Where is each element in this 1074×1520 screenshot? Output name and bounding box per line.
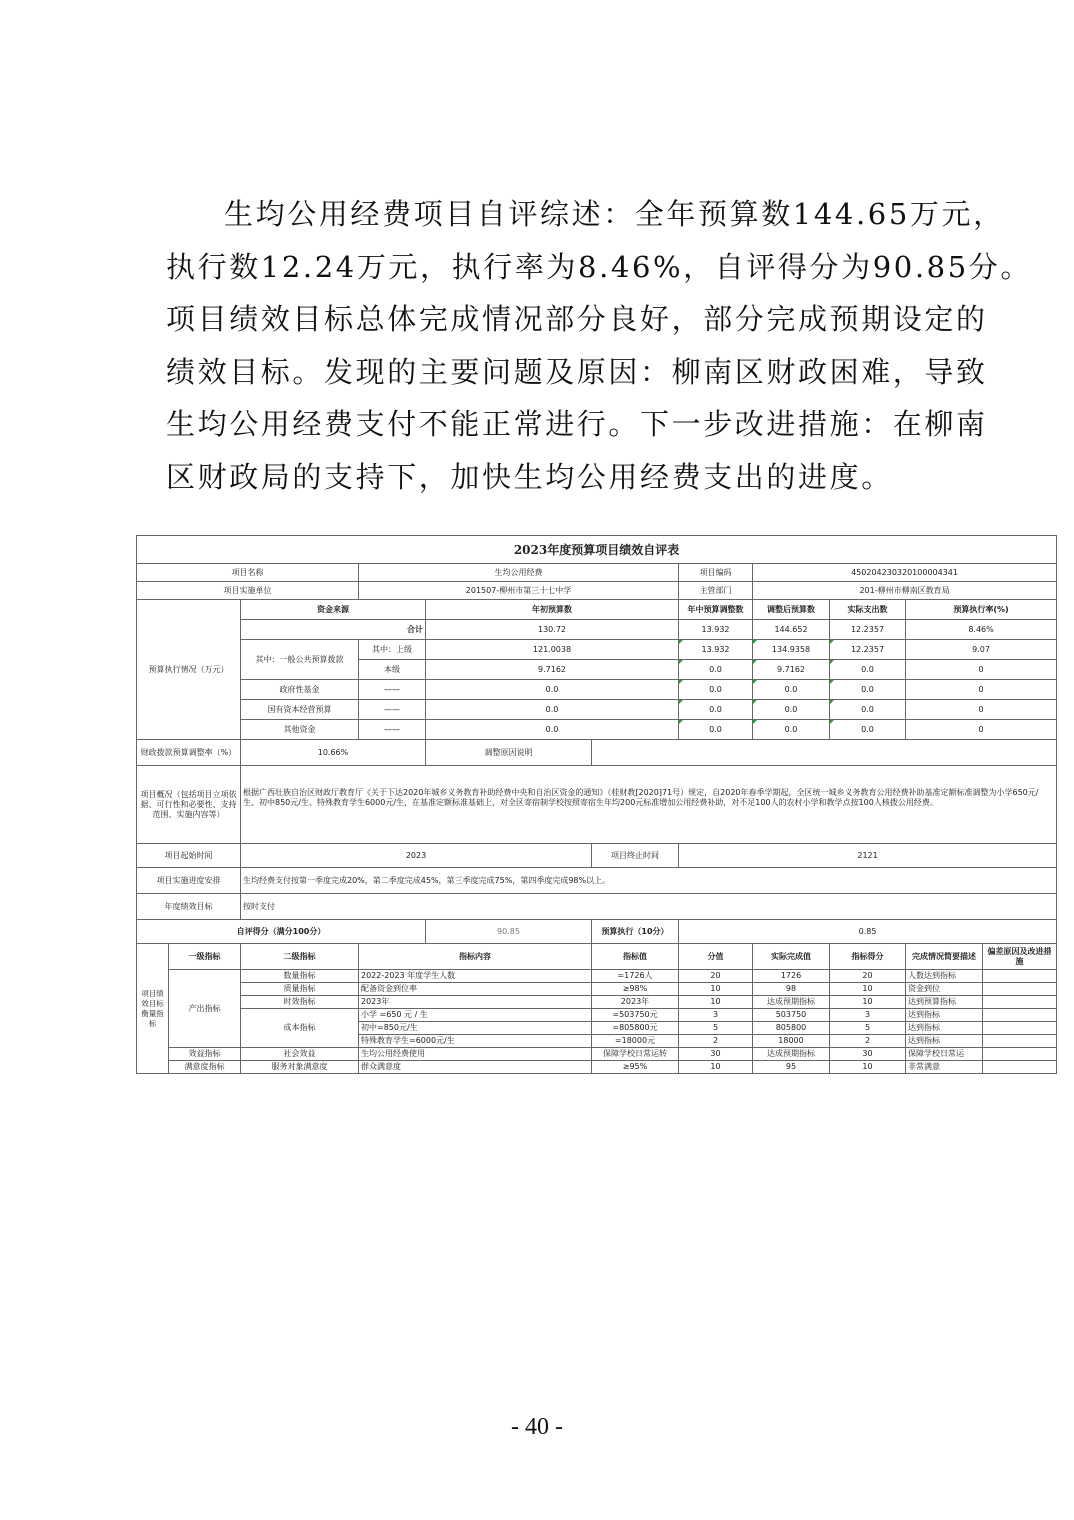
ind-header-got: 指标得分 <box>830 944 906 970</box>
header-initial-budget: 年初预算数 <box>426 600 679 620</box>
social-l2: 社会效益 <box>241 1048 359 1061</box>
fund-other-adjusted: 0.0 <box>753 720 830 740</box>
table-title: 2023年度预算项目绩效自评表 <box>137 536 1057 564</box>
service-got: 10 <box>830 1061 906 1074</box>
indicator-section-label: 项目绩效目标衡量指标 <box>137 944 169 1074</box>
cost-actual: 18000 <box>753 1035 830 1048</box>
fund-state-mid: 0.0 <box>679 700 753 720</box>
social-content: 生均公用经费使用 <box>359 1048 592 1061</box>
project-name-label: 项目名称 <box>137 564 359 582</box>
ind-header-l2: 二级指标 <box>241 944 359 970</box>
start-value: 2023 <box>241 844 592 868</box>
overview-label: 项目概况（包括项目立项依据、可行性和必要性、支持范围、实施内容等） <box>137 766 241 844</box>
local-initial: 9.7162 <box>426 660 679 680</box>
fund-other-label: 其他资金 <box>241 720 359 740</box>
cost-got: 5 <box>830 1022 906 1035</box>
cost-reason <box>983 1035 1057 1048</box>
local-adjusted: 9.7162 <box>753 660 830 680</box>
quality-content: 配备资金到位率 <box>359 983 592 996</box>
service-value: ≥95% <box>592 1061 679 1074</box>
cost-desc: 达到指标 <box>906 1009 983 1022</box>
project-code-label: 项目编码 <box>679 564 753 582</box>
project-code: 450204230320100004341 <box>753 564 1057 582</box>
budget-section-label: 预算执行情况（万元） <box>137 600 241 740</box>
paragraph-line: 绩效目标。发现的主要问题及原因：柳南区财政困难，导致 <box>166 354 988 389</box>
ind-header-l1: 一级指标 <box>169 944 241 970</box>
local-rate: 0 <box>906 660 1057 680</box>
adjust-rate-label: 财政拨款预算调整率（%） <box>137 740 241 766</box>
time-content: 2023年 <box>359 996 592 1009</box>
social-got: 30 <box>830 1048 906 1061</box>
time-value: 2023年 <box>592 996 679 1009</box>
total-initial: 130.72 <box>426 620 679 640</box>
header-fund-source: 资金来源 <box>241 600 426 620</box>
end-label: 项目终止时间 <box>592 844 679 868</box>
service-content: 群众满意度 <box>359 1061 592 1074</box>
local-actual: 0.0 <box>830 660 906 680</box>
fund-state-rate: 0 <box>906 700 1057 720</box>
time-reason <box>983 996 1057 1009</box>
fund-gov-actual: 0.0 <box>830 680 906 700</box>
social-score: 30 <box>679 1048 753 1061</box>
dept: 201-柳州市柳南区教育局 <box>753 582 1057 600</box>
fund-other-rate: 0 <box>906 720 1057 740</box>
paragraph-line: 项目绩效目标总体完成情况部分良好，部分完成预期设定的 <box>166 302 988 336</box>
overview-text: 根据广西壮族自治区财政厅教育厅《关于下达2020年城乡义务教育补助经费中央和自治区资金的通知》（桂财教[2020]71号）规定，自2020年春季学期起，全区统一城乡义务教育公用经费补助基准定额标准调整为小学650元/生、初中850元/生、特殊教育学生6000元/生，在基准定额标准基础上，对全区寄宿制学校按照寄宿生年均200元标准增加公用经费补助，对不足100人的农村小学和教学点按100人核拨公用经费。 <box>241 766 1057 844</box>
self-score: 90.85 <box>426 920 592 944</box>
upper-actual: 12.2357 <box>830 640 906 660</box>
exec-score: 0.85 <box>679 920 1057 944</box>
paragraph-line: 生均公用经费支付不能正常进行。下一步改进措施：在柳南 <box>166 407 988 441</box>
quality-desc: 资金到位 <box>906 983 983 996</box>
quality-reason <box>983 983 1057 996</box>
cost-actual: 503750 <box>753 1009 830 1022</box>
cost-content: 特殊教育学生=6000元/生 <box>359 1035 592 1048</box>
quality-score: 10 <box>679 983 753 996</box>
progress-text: 生均经费支付按第一季度完成20%，第二季度完成45%，第三季度完成75%，第四季度完成98%以上。 <box>241 868 1057 894</box>
fund-gov-label: 政府性基金 <box>241 680 359 700</box>
annual-goal: 按时支付 <box>241 894 1057 920</box>
cost-value: =503750元 <box>592 1009 679 1022</box>
cost-score: 2 <box>679 1035 753 1048</box>
total-actual: 12.2357 <box>830 620 906 640</box>
output-label: 产出指标 <box>169 970 241 1048</box>
social-actual: 达成预期指标 <box>753 1048 830 1061</box>
ind-header-desc: 完成情况简要描述 <box>906 944 983 970</box>
upper-initial: 121.0038 <box>426 640 679 660</box>
cost-score: 5 <box>679 1022 753 1035</box>
adjust-reason <box>592 740 1057 766</box>
fund-state-initial: 0.0 <box>426 700 679 720</box>
paragraph-line: 生均公用经费项目自评综述：全年预算数144.65万元， <box>224 197 1005 231</box>
fund-state-dash: —— <box>359 700 426 720</box>
self-score-label: 自评得分（满分100分） <box>137 920 426 944</box>
annual-goal-label: 年度绩效目标 <box>137 894 241 920</box>
cost-content: 初中=850元/生 <box>359 1022 592 1035</box>
upper-mid-adjust: 13.932 <box>679 640 753 660</box>
header-adjusted-budget: 调整后预算数 <box>753 600 830 620</box>
local-label: 本级 <box>359 660 426 680</box>
total-label: 合计 <box>241 620 426 640</box>
qty-got: 20 <box>830 970 906 983</box>
qty-content: 2022-2023 年度学生人数 <box>359 970 592 983</box>
quality-value: ≥98% <box>592 983 679 996</box>
cost-reason <box>983 1022 1057 1035</box>
exec-label: 预算执行（10分） <box>592 920 679 944</box>
time-score: 10 <box>679 996 753 1009</box>
sub-label: 其中： <box>372 644 396 654</box>
fund-gov-rate: 0 <box>906 680 1057 700</box>
fund-gov-adjusted: 0.0 <box>753 680 830 700</box>
service-l2: 服务对象满意度 <box>241 1061 359 1074</box>
cost-score: 3 <box>679 1009 753 1022</box>
qty-reason <box>983 970 1057 983</box>
total-rate: 8.46% <box>906 620 1057 640</box>
service-actual: 95 <box>753 1061 830 1074</box>
cost-l2: 成本指标 <box>241 1009 359 1048</box>
impl-unit: 201507-柳州市第三十七中学 <box>359 582 679 600</box>
satisfaction-label: 满意度指标 <box>169 1061 241 1074</box>
cost-actual: 805800 <box>753 1022 830 1035</box>
social-value: 保障学校日常运转 <box>592 1048 679 1061</box>
time-got: 10 <box>830 996 906 1009</box>
dept-label: 主管部门 <box>679 582 753 600</box>
cost-reason <box>983 1009 1057 1022</box>
upper-label-text: 上级 <box>396 644 412 654</box>
adjust-rate: 10.66% <box>241 740 426 766</box>
time-actual: 达成预期指标 <box>753 996 830 1009</box>
upper-rate: 9.07 <box>906 640 1057 660</box>
end-value: 2121 <box>679 844 1057 868</box>
quality-got: 10 <box>830 983 906 996</box>
general-budget-label: 其中：一般公共预算拨款 <box>241 640 359 680</box>
qty-value: =1726人 <box>592 970 679 983</box>
fund-other-actual: 0.0 <box>830 720 906 740</box>
service-reason <box>983 1061 1057 1074</box>
service-desc: 非常满意 <box>906 1061 983 1074</box>
fund-other-mid: 0.0 <box>679 720 753 740</box>
performance-table <box>136 535 1052 1088</box>
upper-label <box>359 640 426 660</box>
fund-state-adjusted: 0.0 <box>753 700 830 720</box>
service-score: 10 <box>679 1061 753 1074</box>
paragraph-line: 执行数12.24万元，执行率为8.46%，自评得分为90.85分。 <box>166 249 1032 284</box>
social-reason <box>983 1048 1057 1061</box>
quality-l2: 质量指标 <box>241 983 359 996</box>
ind-header-score: 分值 <box>679 944 753 970</box>
project-name: 生均公用经费 <box>359 564 679 582</box>
cost-desc: 达到指标 <box>906 1035 983 1048</box>
cost-value: =18000元 <box>592 1035 679 1048</box>
qty-actual: 1726 <box>753 970 830 983</box>
cost-value: =805800元 <box>592 1022 679 1035</box>
start-label: 项目起始时间 <box>137 844 241 868</box>
social-desc: 保障学校日常运 <box>906 1048 983 1061</box>
cost-content: 小学 =650 元 / 生 <box>359 1009 592 1022</box>
qty-score: 20 <box>679 970 753 983</box>
ind-header-content: 指标内容 <box>359 944 592 970</box>
quality-actual: 98 <box>753 983 830 996</box>
fund-state-actual: 0.0 <box>830 700 906 720</box>
fund-other-initial: 0.0 <box>426 720 679 740</box>
header-mid-adjust: 年中预算调整数 <box>679 600 753 620</box>
cost-desc: 达到指标 <box>906 1022 983 1035</box>
paragraph-line: 区财政局的支持下，加快生均公用经费支出的进度。 <box>166 459 893 494</box>
time-desc: 达到预算指标 <box>906 996 983 1009</box>
qty-desc: 人数达到指标 <box>906 970 983 983</box>
ind-header-reason: 偏差原因及改进措施 <box>983 944 1057 970</box>
total-mid-adjust: 13.932 <box>679 620 753 640</box>
fund-state-label: 国有资本经营预算 <box>241 700 359 720</box>
summary-paragraph <box>166 188 1032 503</box>
adjust-reason-label: 调整原因说明 <box>426 740 592 766</box>
benefit-label: 效益指标 <box>169 1048 241 1061</box>
page-number: - 40 - <box>511 1414 563 1440</box>
cost-got: 3 <box>830 1009 906 1022</box>
fund-gov-mid: 0.0 <box>679 680 753 700</box>
ind-header-actual: 实际完成值 <box>753 944 830 970</box>
qty-l2: 数量指标 <box>241 970 359 983</box>
upper-adjusted: 134.9358 <box>753 640 830 660</box>
total-adjusted: 144.652 <box>753 620 830 640</box>
fund-other-dash: —— <box>359 720 426 740</box>
local-mid-adjust: 0.0 <box>679 660 753 680</box>
fund-gov-initial: 0.0 <box>426 680 679 700</box>
cost-got: 2 <box>830 1035 906 1048</box>
impl-unit-label: 项目实施单位 <box>137 582 359 600</box>
header-exec-rate: 预算执行率(%) <box>906 600 1057 620</box>
progress-label: 项目实施进度安排 <box>137 868 241 894</box>
ind-header-value: 指标值 <box>592 944 679 970</box>
header-actual-spend: 实际支出数 <box>830 600 906 620</box>
fund-gov-dash: —— <box>359 680 426 700</box>
time-l2: 时效指标 <box>241 996 359 1009</box>
